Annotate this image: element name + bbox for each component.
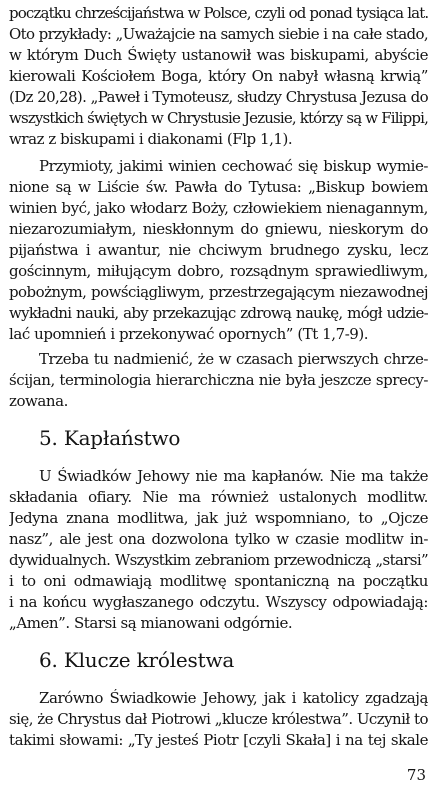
- text-line: początku chrześcijaństwa w Polsce, czyli od ponad tysiąca lat.: [9, 4, 428, 22]
- text-line: wraz z biskupami i diakonami (Flp 1,1).: [9, 130, 293, 148]
- text-line: w którym Duch Święty ustanowił was biskupami, abyście: [9, 46, 428, 64]
- section-heading: 6. Klucze królestwa: [39, 648, 235, 672]
- text-line: kierowali Kościołem Boga, który On nabył własną krwią”: [9, 67, 428, 85]
- text-line: Przymioty, jakimi winien cechować się biskup wymie-: [39, 157, 428, 175]
- text-line: niezarozumiałym, nieskłonnym do gniewu, nieskorym do: [9, 220, 428, 238]
- text-line: Zarówno Świadkowie Jehowy, jak i katolicy zgadzają: [39, 689, 428, 707]
- text-line: pijaństwa i awantur, nie chciwym brudnego zysku, lecz: [9, 241, 428, 259]
- text-line: Trzeba tu nadmienić, że w czasach pierwszych chrze-: [39, 350, 428, 368]
- text-line: takimi słowami: „Ty jesteś Piotr [czyli Skała] i na tej skale: [9, 731, 428, 749]
- text-line: składania ofiary. Nie ma również ustalonych modlitw.: [9, 488, 428, 506]
- text-line: zowana.: [9, 392, 68, 410]
- text-line: lać upomnień i przekonywać opornych” (Tt 1,7-9).: [9, 325, 369, 343]
- text-line: i na końcu wygłaszanego odczytu. Wszyscy odpowiadają:: [9, 593, 428, 611]
- text-line: gościnnym, miłującym dobro, rozsądnym sprawiedliwym,: [9, 262, 428, 280]
- text-line: nasz”, ale jest ona dozwolona tylko w czasie modlitw in-: [9, 530, 428, 548]
- text-line: się, że Chrystus dał Piotrowi „klucze królestwa”. Uczynił to: [9, 710, 428, 728]
- page-number: 73: [406, 766, 426, 784]
- text-line: Oto przykłady: „Uważajcie na samych siebie i na całe stado,: [9, 25, 428, 43]
- text-line: wszystkich świętych w Chrystusie Jezusie, którzy są w Filippi,: [9, 109, 428, 127]
- text-line: winien być, jako włodarz Boży, człowiekiem nienagannym,: [9, 199, 428, 217]
- text-line: dywidualnych. Wszystkim zebraniom przewodniczą „starsi”: [9, 551, 428, 569]
- text-line: pobożnym, powściągliwym, przestrzegającym niezawodnej: [9, 283, 428, 301]
- text-line: i to oni odmawiają modlitwę spontaniczną na początku: [9, 572, 428, 590]
- section-heading: 5. Kapłaństwo: [39, 426, 181, 450]
- text-line: ścijan, terminologia hierarchiczna nie była jeszcze sprecy-: [9, 371, 428, 389]
- text-line: wykładni nauki, aby przekazując zdrową naukę, mógł udzie-: [9, 304, 428, 322]
- text-line: Jedyna znana modlitwa, jak już wspomniano, to „Ojcze: [9, 509, 428, 527]
- text-line: „Amen”. Starsi są mianowani odgórnie.: [9, 614, 293, 632]
- text-line: (Dz 20,28). „Paweł i Tymoteusz, słudzy Chrystusa Jezusa do: [9, 88, 428, 106]
- text-line: nione są w Liście św. Pawła do Tytusa: „Biskup bowiem: [9, 178, 428, 196]
- text-line: U Świadków Jehowy nie ma kapłanów. Nie ma także: [39, 467, 428, 485]
